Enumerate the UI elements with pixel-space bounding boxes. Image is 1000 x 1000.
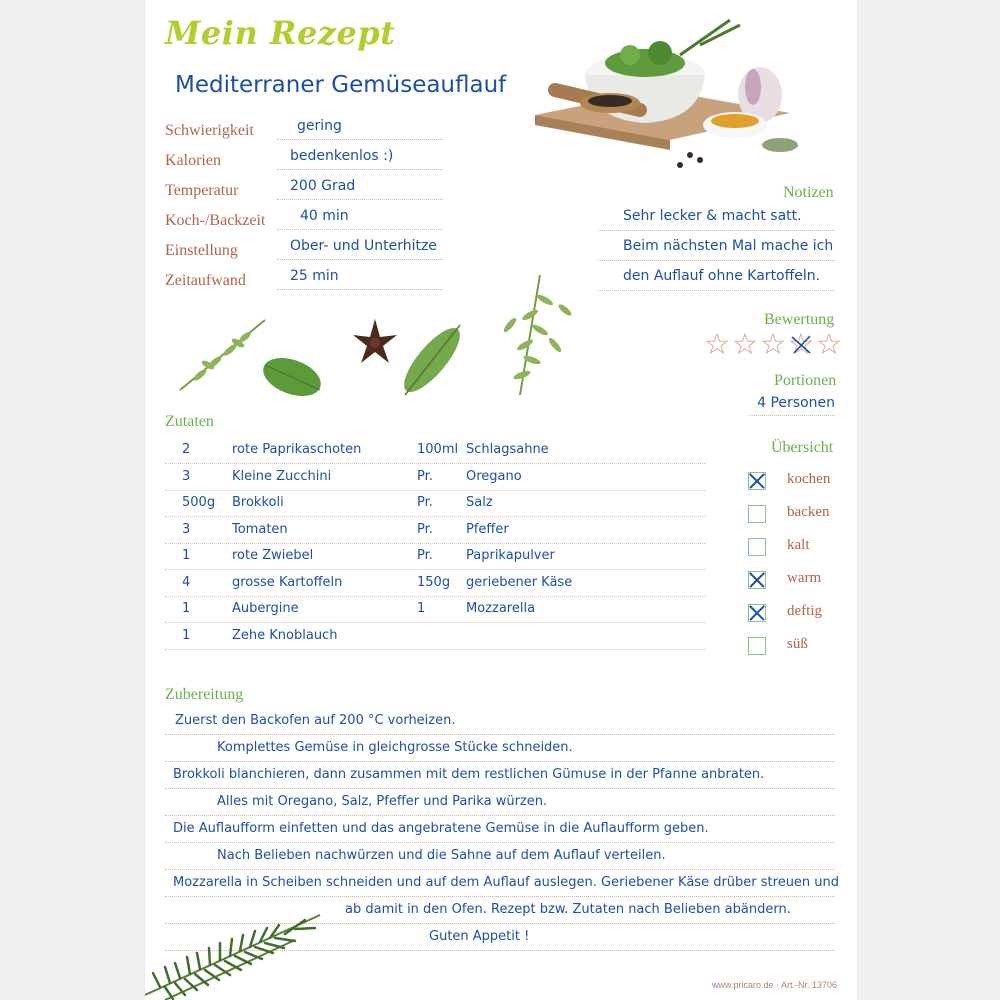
ingredient-name: Paprikapulver (466, 548, 555, 563)
page-title: Mein Rezept (165, 14, 396, 52)
ingredient-qty: 3 (182, 521, 191, 537)
overview-item[interactable] (748, 503, 848, 525)
ingredient-row (165, 490, 705, 517)
meta-label: Temperatur (165, 182, 239, 199)
overview-item[interactable] (748, 602, 848, 624)
footer-text: www.pricaro.de · Art.-Nr. 13706 (711, 980, 837, 990)
preparation-text: Mozzarella in Scheiben schneiden und auf dem Auflauf auslegen. Geriebener Käse drüber streuen und (173, 875, 840, 890)
checkbox[interactable] (748, 472, 766, 490)
ingredient-row (165, 570, 705, 597)
checkbox-label: süß (787, 636, 808, 652)
note-line (598, 232, 835, 261)
meta-cooking-time (165, 204, 443, 230)
meta-value: Ober- und Unterhitze (290, 238, 437, 254)
preparation-line (165, 762, 835, 789)
recipe-sheet (145, 0, 857, 1000)
preparation-line (165, 843, 835, 870)
meta-value: 25 min (290, 268, 339, 284)
checkbox[interactable] (748, 538, 766, 556)
star-icon[interactable] (706, 333, 728, 355)
ingredient-row (165, 596, 705, 623)
meta-label: Zeitaufwand (165, 272, 246, 289)
preparation-line (165, 816, 835, 843)
divider (277, 229, 443, 230)
herbs-illustration (170, 265, 590, 405)
notes-label: Notizen (783, 184, 834, 201)
checkbox[interactable] (748, 637, 766, 655)
overview-item[interactable] (748, 536, 848, 558)
ingredient-row (165, 517, 705, 544)
ingredient-name: Kleine Zucchini (232, 468, 332, 484)
note-line (598, 262, 835, 291)
ingredient-row (165, 543, 705, 570)
ingredient-name: Pfeffer (466, 521, 509, 537)
ingredient-qty: 500g (182, 495, 216, 510)
ingredient-row (165, 623, 705, 650)
checkbox-label: kalt (787, 537, 810, 553)
meta-value: gering (297, 118, 342, 134)
ingredient-name: rote Paprikaschoten (232, 442, 362, 457)
rating-label: Bewertung (764, 311, 835, 328)
ingredient-name: Mozzarella (466, 601, 536, 616)
overview-item[interactable] (748, 635, 848, 657)
preparation-text: Alles mit Oregano, Salz, Pfeffer und Parika würzen. (217, 794, 548, 809)
ingredients-label: Zutaten (165, 413, 214, 430)
herbs-mortar-image (530, 15, 840, 175)
ingredient-name: grosse Kartoffeln (232, 574, 343, 590)
ingredient-row (165, 464, 705, 491)
ingredient-name: Brokkoli (232, 495, 284, 510)
ingredient-qty: 1 (182, 627, 191, 643)
ingredient-qty: 1 (182, 548, 191, 563)
overview-label: Übersicht (771, 439, 834, 456)
preparation-line (165, 789, 835, 816)
ingredient-name: rote Zwiebel (232, 548, 314, 563)
portions-label: Portionen (774, 372, 837, 389)
meta-label: Einstellung (165, 242, 238, 259)
meta-value: 200 Grad (290, 178, 356, 194)
preparation-line (165, 735, 835, 762)
checkbox[interactable] (748, 571, 766, 589)
meta-temperature (165, 174, 443, 200)
portions-value: 4 Personen (757, 395, 835, 411)
ingredient-qty: 150g (417, 574, 451, 590)
meta-label: Koch-/Backzeit (165, 212, 266, 229)
divider (277, 169, 443, 170)
ingredient-qty: Pr. (417, 548, 433, 563)
meta-value: 40 min (300, 208, 349, 224)
ingredient-name: Aubergine (232, 601, 299, 616)
star-icon[interactable] (790, 333, 812, 355)
ingredient-qty: 1 (182, 601, 191, 616)
note-line (598, 202, 835, 231)
divider (277, 259, 443, 260)
note-text: den Auflauf ohne Kartoffeln. (623, 268, 821, 284)
star-icon[interactable] (734, 333, 756, 355)
ingredient-name: Salz (466, 495, 493, 510)
checkbox-label: warm (787, 570, 822, 586)
preparation-text: Die Auflaufform einfetten und das angebratene Gemüse in die Auflaufform geben. (173, 821, 709, 836)
ingredient-row (165, 437, 705, 464)
preparation-text: ab damit in den Ofen. Rezept bzw. Zutaten nach Belieben abändern. (345, 902, 791, 917)
preparation-text: Nach Belieben nachwürzen und die Sahne auf dem Auflauf verteilen. (217, 848, 666, 863)
ingredient-name: geriebener Käse (466, 574, 573, 590)
meta-calories (165, 144, 443, 170)
preparation-text: Komplettes Gemüse in gleichgrosse Stücke schneiden. (217, 740, 573, 755)
star-icon[interactable] (818, 333, 840, 355)
preparation-text: Zuerst den Backofen auf 200 °C vorheizen. (175, 713, 456, 728)
ingredient-qty: Pr. (417, 495, 433, 510)
ingredient-name: Schlagsahne (466, 442, 549, 457)
ingredient-qty: 4 (182, 574, 191, 590)
meta-label: Schwierigkeit (165, 122, 254, 139)
preparation-line (165, 870, 840, 897)
recipe-name: Mediterraner Gemüseauflauf (175, 72, 507, 98)
ingredient-qty: 3 (182, 468, 191, 484)
ingredient-qty: 2 (182, 442, 191, 457)
note-text: Sehr lecker & macht satt. (623, 208, 802, 224)
divider (277, 139, 443, 140)
preparation-text: Brokkoli blanchieren, dann zusammen mit dem restlichen Gümuse in der Pfanne anbraten. (173, 767, 765, 782)
checkbox[interactable] (748, 604, 766, 622)
preparation-label: Zubereitung (165, 686, 244, 703)
ingredient-qty: 1 (417, 601, 426, 616)
ingredient-name: Oregano (466, 468, 522, 484)
checkbox-label: kochen (787, 471, 831, 487)
note-text: Beim nächsten Mal mache ich (623, 238, 834, 254)
ingredient-name: Tomaten (232, 521, 288, 537)
checkbox-label: backen (787, 504, 830, 520)
ingredient-qty: Pr. (417, 521, 433, 537)
overview-item[interactable] (748, 569, 848, 591)
preparation-line (165, 708, 835, 735)
checkbox[interactable] (748, 505, 766, 523)
ingredient-qty: Pr. (417, 468, 433, 484)
ingredient-qty: 100ml (417, 442, 459, 457)
star-icon[interactable] (762, 333, 784, 355)
meta-label: Kalorien (165, 152, 221, 169)
preparation-text: Guten Appetit ! (429, 929, 530, 944)
checkbox-label: deftig (787, 603, 822, 619)
ingredient-name: Zehe Knoblauch (232, 627, 338, 643)
portions-line (750, 393, 835, 416)
meta-value: bedenkenlos :) (290, 148, 394, 164)
rosemary-image (145, 895, 335, 1000)
meta-setting (165, 234, 443, 260)
overview-item[interactable] (748, 470, 848, 492)
meta-difficulty (165, 114, 443, 140)
divider (277, 199, 443, 200)
